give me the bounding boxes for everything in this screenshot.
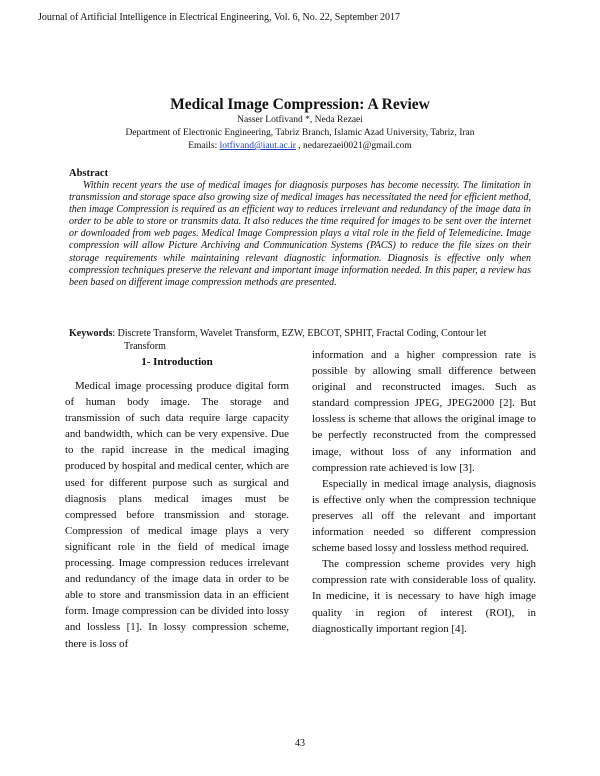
emails-label: Emails: <box>188 141 218 151</box>
column-right <box>312 347 536 637</box>
intro-paragraph-1-continued: information and a higher compression rate is possible by allowing small difference between original and reconstructed images. Such as standard compression JPEG, JPEG2000 [2]. But lossless is scheme that allows the original image to be perfectly reconstructed from the compressed image, without loss of any information and compression rate achieved is low [3]. <box>312 349 536 474</box>
column-left <box>65 378 289 652</box>
intro-paragraph-3: The compression scheme provides very high compression rate with considerable loss of quality. In medicine, it is necessary to have high image quality in region of interest (ROI), in diagnostically important region [4]. <box>312 558 536 635</box>
keywords-label: Keywords <box>69 328 113 339</box>
page-number: 43 <box>295 738 305 749</box>
intro-paragraph-2: Especially in medical image analysis, diagnosis is effective only when the compression technique preserves all off the relevant and important information needed so different compression scheme based lossy and lossless method required. <box>312 477 536 555</box>
paper-authors: Nasser Lotfivand *, Neda Rezaei <box>237 115 363 125</box>
email-secondary: , nedarezaei0021@gmail.com <box>298 141 412 151</box>
abstract-text: Within recent years the use of medical images for diagnosis purposes has become necessity. The limitation in transmission and storage space also growing size of medical images has necessitated the need for efficient method, then image Compression is required as an efficient way to reduces irrelevant and redundancy of the image data in order to be able to store or transmits data. It also reduces the time required for images to be sent over the internet or downloaded from web pages. Medical Image Compression plays a vital role in the field of Telemedicine. Image compression will allow Picture Archiving and Communication Systems (PACS) to reduce the file sizes on their storage requirements while maintaining relevant diagnostic information. Diagnosis is effective only when compression techniques preserve the relevant and important image information needed. In this paper, a review has been based on different image compression methods are presented. <box>69 180 531 288</box>
keywords-line-1 <box>69 328 531 341</box>
paper-emails <box>0 141 600 151</box>
journal-header: Journal of Artificial Intelligence in Electrical Engineering, Vol. 6, No. 22, September 2017 <box>38 12 401 23</box>
paper-affiliation: Department of Electronic Engineering, Tabriz Branch, Islamic Azad University, Tabriz, Iran <box>125 128 475 138</box>
section-heading-introduction: 1- Introduction <box>141 356 213 368</box>
keywords-line-2: Transform <box>124 340 166 352</box>
paper-title: Medical Image Compression: A Review <box>170 96 430 113</box>
abstract-heading: Abstract <box>69 168 109 179</box>
keywords-list: : Discrete Transform, Wavelet Transform, EZW, EBCOT, SPHIT, Fractal Coding, Contour let <box>112 328 487 339</box>
intro-paragraph-1: Medical image processing produce digital form of human body image. The storage and transmission of such data require large capacity and bandwidth, which can be very expensive. Due to the rapid increase in the medical imaging produced by hospital and medical center, which are used for different purpose such as surgical and diagnosis plans medical images must be compressed before transmission and storage. Compression of medical image plays a very significant role in the field of medical image processing. Image compression reduces irrelevant and redundancy of the image data in order to be able to store and transmission data in an efficient form. Image compression can be divided into lossy and lossless [1]. In lossy compression scheme, there is loss of <box>65 380 289 650</box>
email-link[interactable]: lotfivand@iaut.ac.ir <box>219 141 296 151</box>
